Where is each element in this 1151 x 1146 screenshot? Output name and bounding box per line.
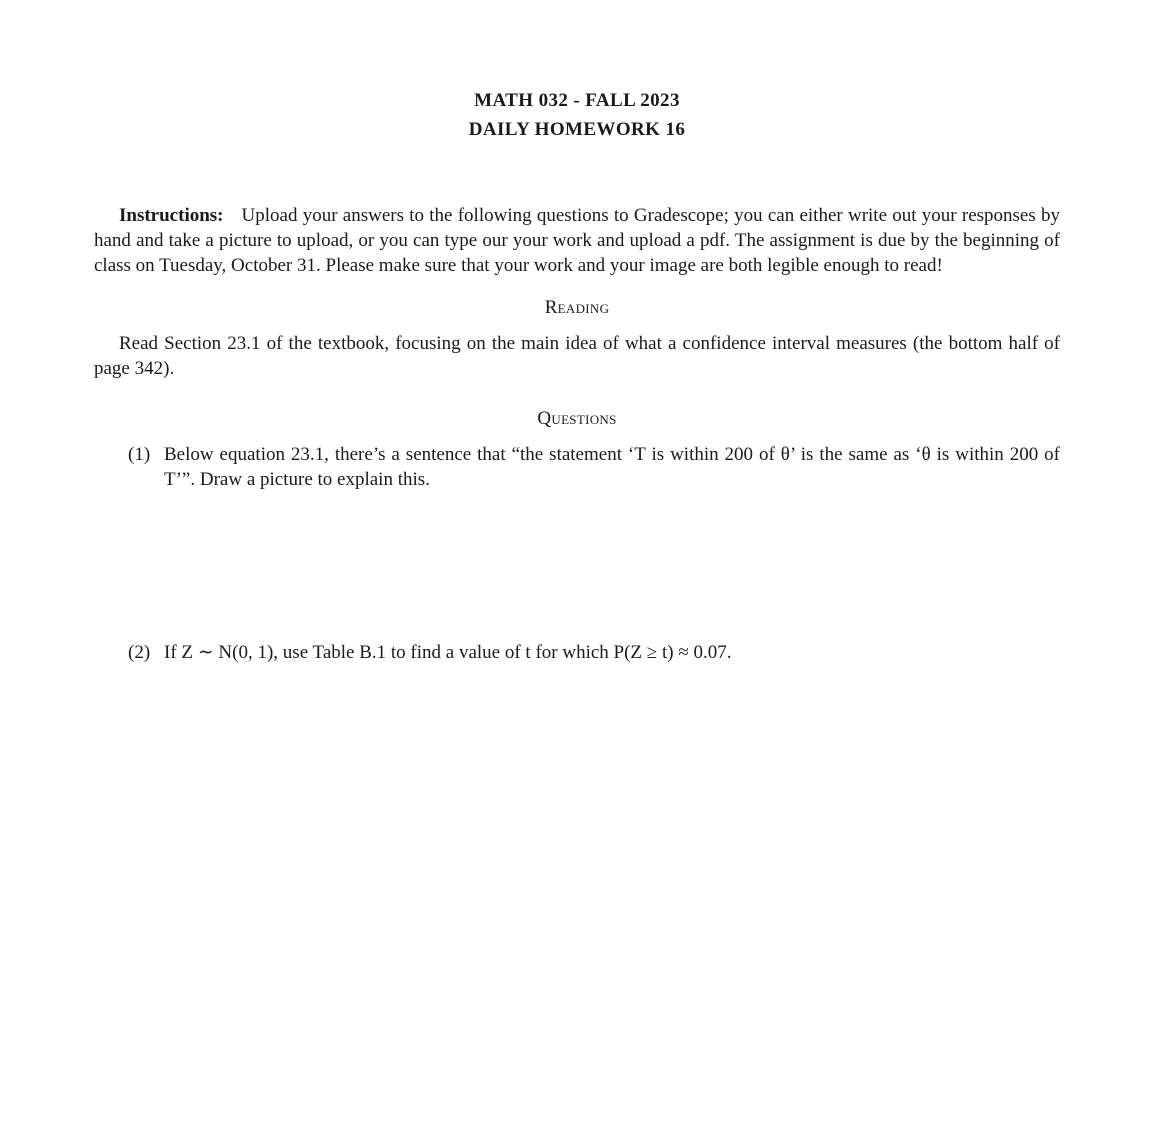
question-text: Below equation 23.1, there’s a sentence that “the statement ‘T is within 200 of θ’ is the same as ‘θ is within 200 of T’”. Draw a picture to explain this.	[164, 444, 1060, 490]
question-1	[128, 442, 1060, 492]
question-2	[128, 640, 1060, 665]
document-page	[94, 86, 1060, 665]
instructions-label: Instructions:	[119, 205, 224, 226]
instructions-text: Upload your answers to the following questions to Gradescope; you can either write out your responses by hand and take a picture to upload, or you can type our your work and upload a pdf. The assignment is due by the beginning of class on Tuesday, October 31. Please make sure that your work and your image are both legible enough to read!	[94, 205, 1060, 276]
assignment-title: DAILY HOMEWORK 16	[468, 119, 686, 140]
question-number: (1)	[128, 444, 151, 465]
reading-heading: Reading	[544, 297, 610, 318]
reading-paragraph: Read Section 23.1 of the textbook, focusing on the main idea of what a confidence interval measures (the bottom half of page 342).	[94, 333, 1060, 379]
question-number: (2)	[128, 642, 151, 663]
document-title	[94, 86, 1060, 144]
course-title: MATH 032 - FALL 2023	[474, 90, 680, 111]
questions-heading: Questions	[537, 408, 617, 429]
question-text: If Z ∼ N(0, 1), use Table B.1 to find a value of t for which P(Z ≥ t) ≈ 0.07.	[164, 642, 732, 663]
instructions-paragraph	[94, 203, 1060, 278]
